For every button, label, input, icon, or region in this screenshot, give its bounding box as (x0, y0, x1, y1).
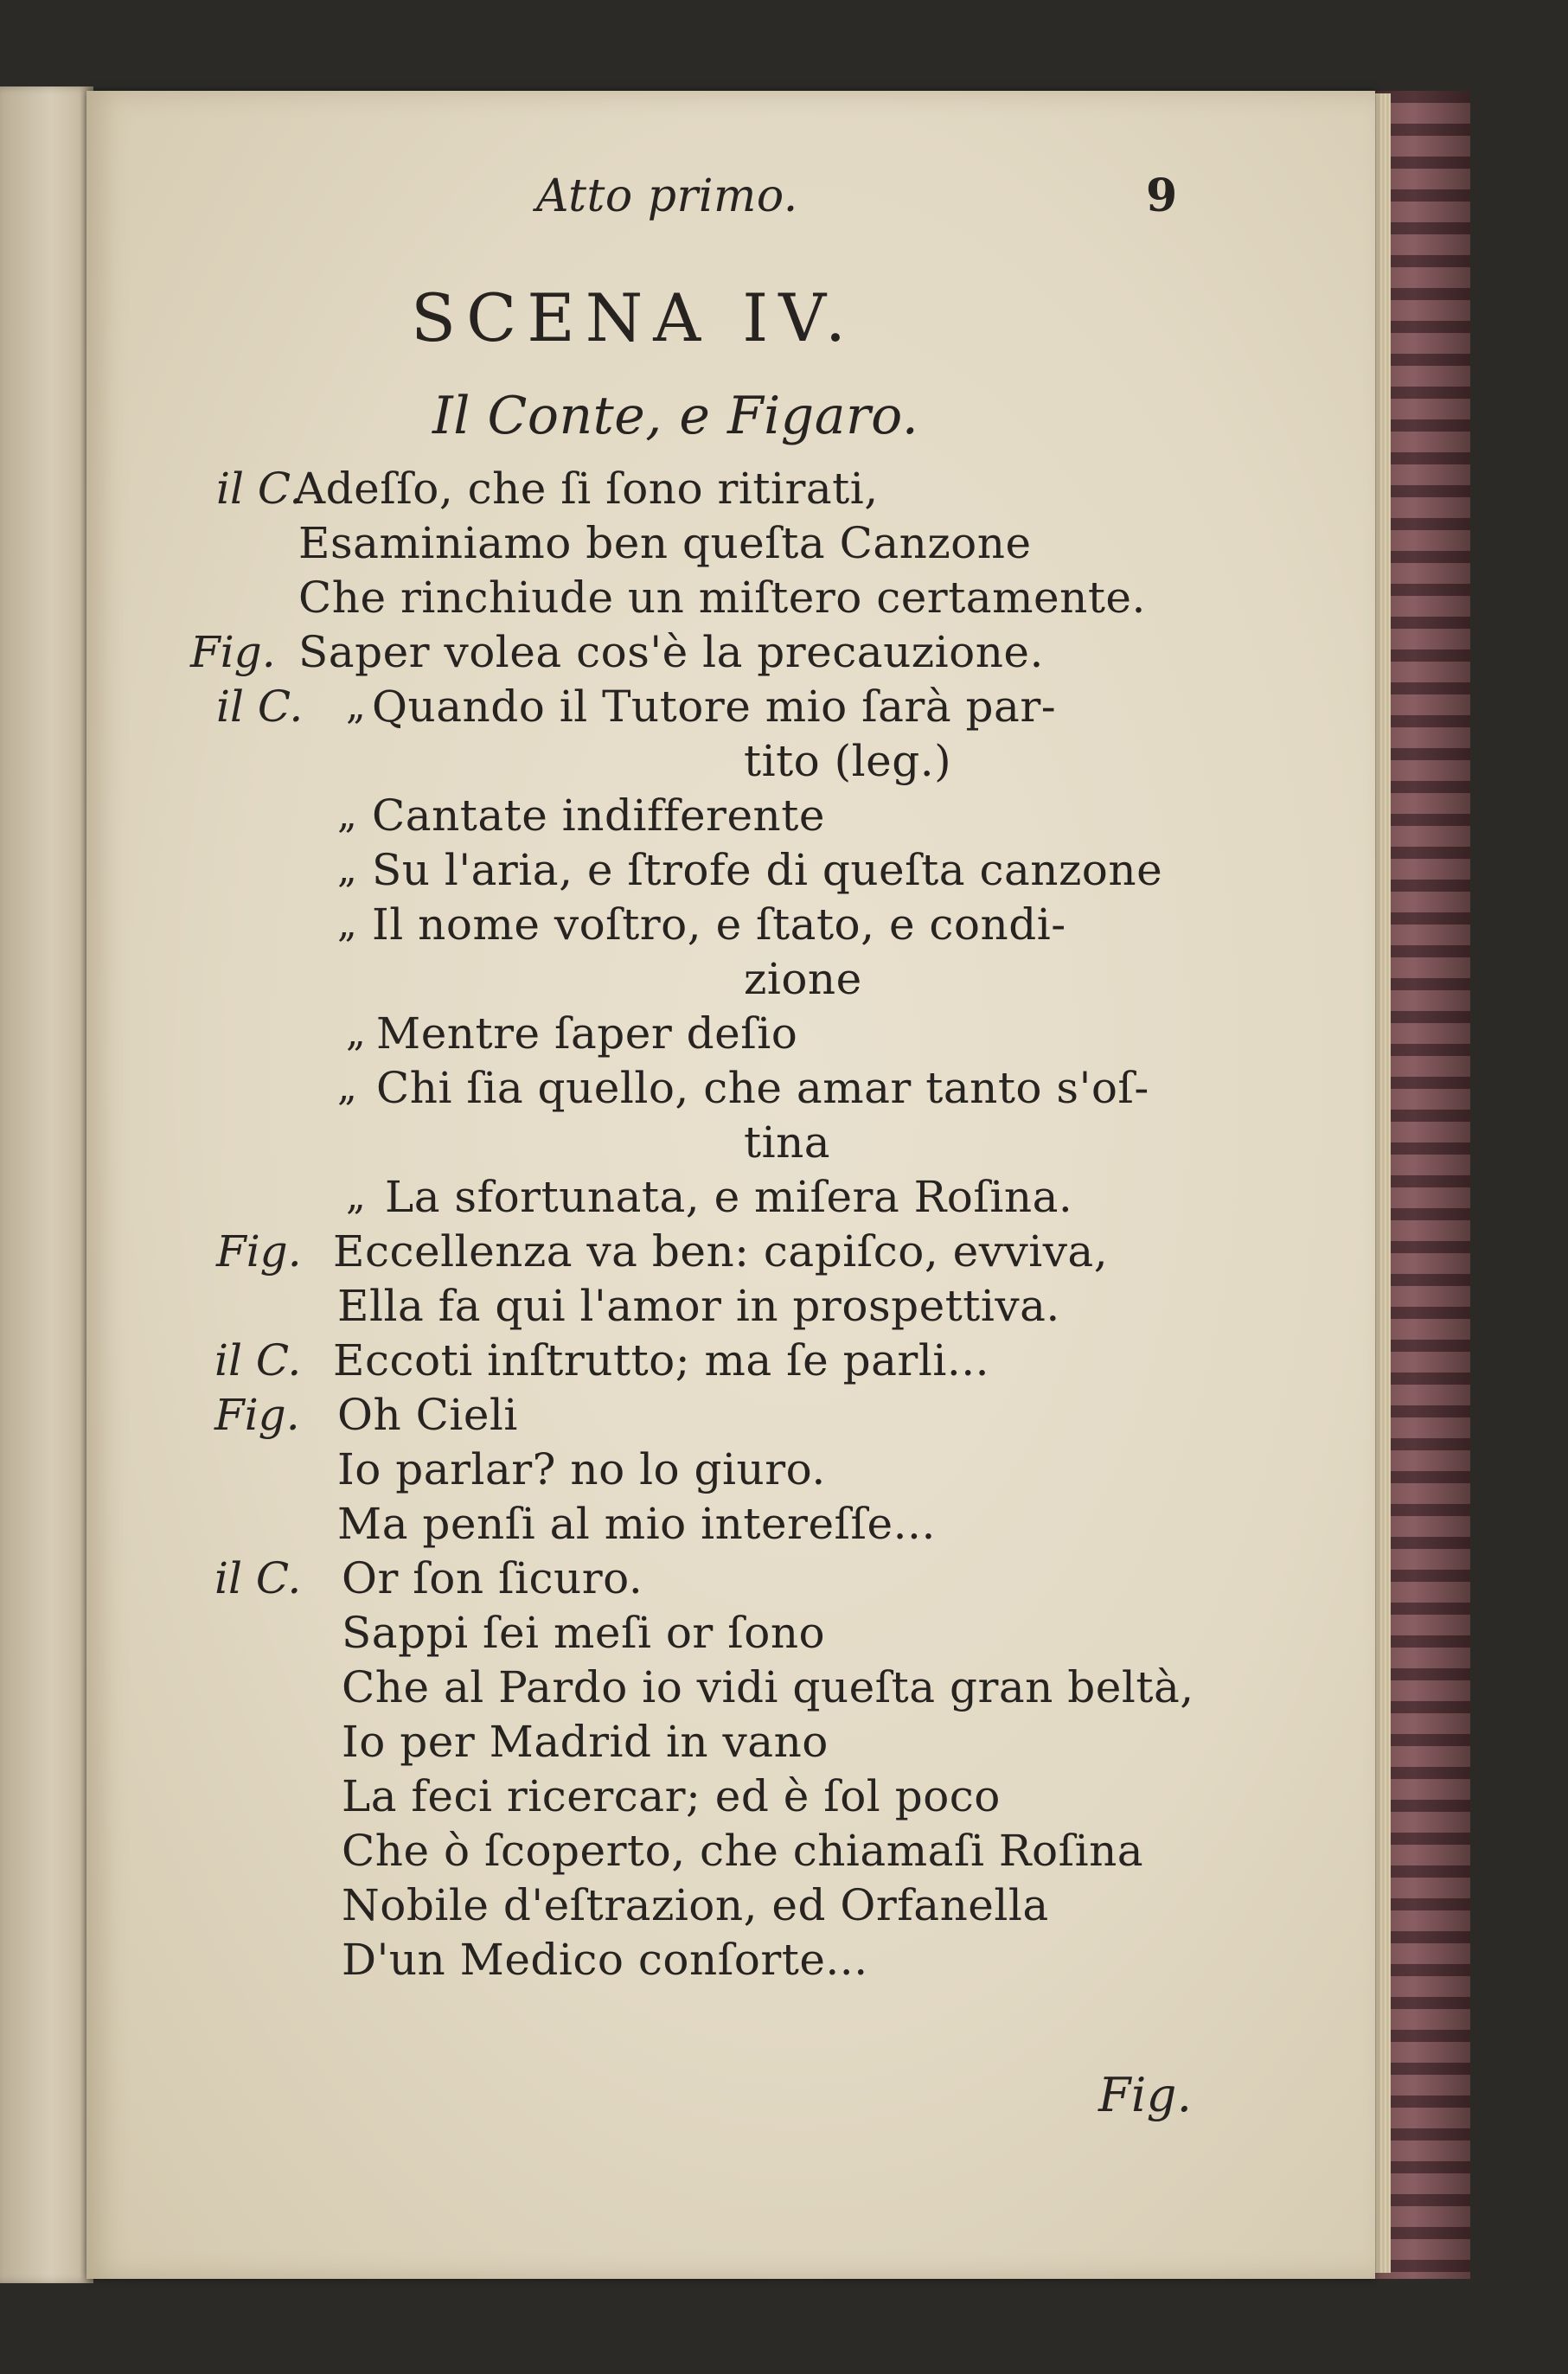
verse-line: Chi ſia quello, che amar tanto s'oſ- (376, 1063, 1149, 1113)
page-number: 9 (1146, 170, 1178, 222)
quotation-mark: „ (346, 684, 366, 728)
speaker-label: Fig. (190, 627, 276, 677)
verse-line: Il nome voſtro, e ſtato, e condi- (372, 899, 1066, 950)
verse-line: Che rinchiude un miſtero certamente. (298, 573, 1146, 623)
quotation-mark: „ (337, 793, 357, 837)
verse-line: Adeſſo, che ſi ſono ritirati, (294, 464, 879, 514)
verse-line: Eccellenza va ben: capiſco, evviva, (333, 1226, 1109, 1277)
verse-line: Eccoti inſtrutto; ma ſe parli... (333, 1335, 989, 1385)
speaker-label: il C. (216, 681, 304, 732)
verse-line: tina (744, 1117, 831, 1168)
previous-page-edge (0, 86, 93, 2283)
verse-line: Che ò ſcoperto, che chiamaſi Roſina (342, 1826, 1144, 1876)
verse-line: Ma penſi al mio intereſſe... (337, 1499, 936, 1549)
quotation-mark: „ (346, 1174, 366, 1219)
verse-line: Mentre ſaper deſio (376, 1008, 798, 1059)
verse-line: Ella fa qui l'amor in prospettiva. (337, 1281, 1060, 1331)
verse-line: Or ſon ſicuro. (342, 1553, 643, 1603)
speaker-label: Fig. (214, 1390, 300, 1440)
verse-line: Esaminiamo ben queſta Canzone (298, 518, 1032, 568)
running-title: Atto primo. (536, 170, 798, 222)
verse-line: Nobile d'eſtrazion, ed Orfanella (342, 1880, 1049, 1930)
verse-line: zione (744, 954, 862, 1004)
catchword: Fig. (1098, 2068, 1193, 2122)
verse-line: D'un Medico conſorte... (342, 1935, 868, 1985)
verse-line: Cantate indifferente (372, 790, 825, 841)
scene-heading: SCENA IV. (411, 279, 857, 356)
verse-line: Saper volea cos'è la precauzione. (298, 627, 1044, 677)
verse-line: tito (leg.) (744, 736, 952, 786)
verse-line: La sfortunata, e miſera Roſina. (385, 1172, 1073, 1222)
verse-line: Io per Madrid in vano (342, 1717, 829, 1767)
quotation-mark: „ (337, 902, 357, 946)
verse-line: Sappi ſei meſi or ſono (342, 1608, 826, 1658)
book-page (86, 91, 1375, 2279)
scene-characters: Il Conte, e Figaro. (432, 386, 919, 446)
speaker-label: Fig. (216, 1226, 302, 1277)
verse-line: La feci ricercar; ed è ſol poco (342, 1771, 1001, 1821)
speaker-label: il C. (216, 464, 304, 514)
verse-line: Io parlar? no lo giuro. (337, 1444, 826, 1494)
speaker-label: il C. (214, 1335, 302, 1385)
quotation-mark: „ (346, 1011, 366, 1055)
quotation-mark: „ (337, 1065, 357, 1110)
speaker-label: il C. (214, 1553, 302, 1603)
verse-line: Che al Pardo io vidi queſta gran beltà, (342, 1662, 1194, 1712)
quotation-mark: „ (337, 848, 357, 892)
verse-line: Oh Cieli (337, 1390, 518, 1440)
verse-line: Quando il Tutore mio ſarà par- (372, 681, 1057, 732)
verse-line: Su l'aria, e ſtrofe di queſta canzone (372, 845, 1163, 895)
